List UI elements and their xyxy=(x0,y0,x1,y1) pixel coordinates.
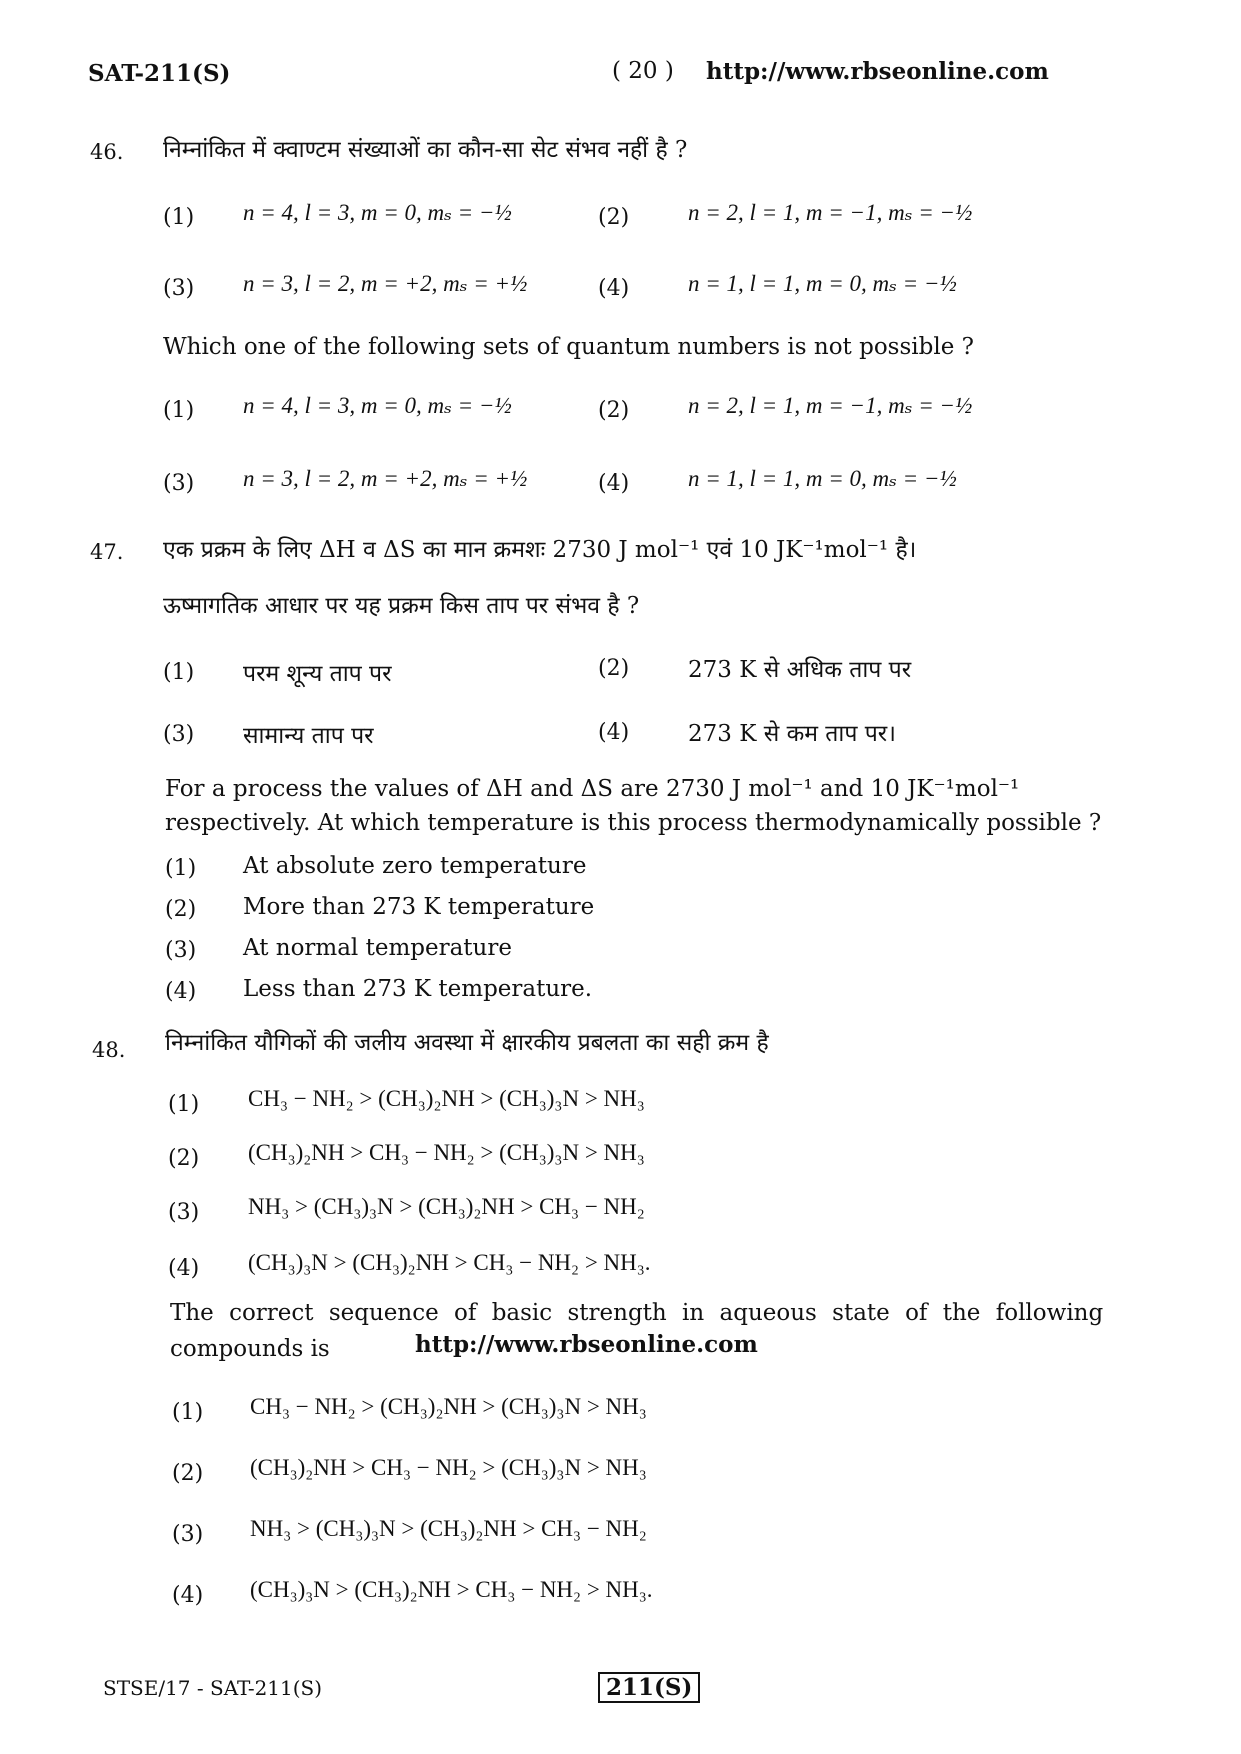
q48-english-opt4: (CH₃)₃N > (CH₃)₂NH > CH₃ − NH₂ > NH₃. xyxy=(250,1577,653,1602)
q47-english-opt3: At normal temperature xyxy=(243,935,512,961)
q47-hindi-opt2-label: (2) xyxy=(598,656,630,681)
q47-hindi-opt2: 273 K से अधिक ताप पर xyxy=(688,657,912,683)
q47-english-opt2: More than 273 K temperature xyxy=(243,894,595,920)
q48-english-opt4-label: (4) xyxy=(172,1583,204,1608)
q46-hindi-opt1-label: (1) xyxy=(163,205,195,230)
q46-hindi-opt4-label: (4) xyxy=(598,276,630,301)
q46-hindi-opt1: n = 4, l = 3, m = 0, mₛ = −½ xyxy=(243,200,512,225)
question-47-number: 47. xyxy=(90,540,124,564)
q46-english-opt3: n = 3, l = 2, m = +2, mₛ = +½ xyxy=(243,466,528,491)
q47-english-opt3-label: (3) xyxy=(165,938,197,963)
question-47-english-line1: For a process the values of ΔH and ΔS are 2730 J mol⁻¹ and 10 JK⁻¹mol⁻¹ xyxy=(165,776,1020,802)
q48-english-opt2: (CH₃)₂NH > CH₃ − NH₂ > (CH₃)₃N > NH₃ xyxy=(250,1455,647,1480)
q46-english-opt2-label: (2) xyxy=(598,398,630,423)
question-46-hindi: निम्नांकित में क्वाण्टम संख्याओं का कौन-सा सेट संभव नहीं है ? xyxy=(163,137,688,163)
question-47-hindi-line2: ऊष्मागतिक आधार पर यह प्रक्रम किस ताप पर संभव है ? xyxy=(163,593,640,619)
question-47-hindi-line1: एक प्रक्रम के लिए ΔH व ΔS का मान क्रमशः 2730 J mol⁻¹ एवं 10 JK⁻¹mol⁻¹ है। xyxy=(163,537,917,563)
q47-hindi-opt4-label: (4) xyxy=(598,720,630,745)
q46-english-opt2: n = 2, l = 1, m = −1, mₛ = −½ xyxy=(688,393,973,418)
question-46-english: Which one of the following sets of quantum numbers is not possible ? xyxy=(163,334,974,360)
q46-english-opt4: n = 1, l = 1, m = 0, mₛ = −½ xyxy=(688,466,957,491)
q47-hindi-opt3-label: (3) xyxy=(163,722,195,747)
header-page-number: ( 20 ) xyxy=(612,58,674,84)
q48-hindi-opt1: CH₃ − NH₂ > (CH₃)₂NH > (CH₃)₃N > NH₃ xyxy=(248,1086,645,1111)
q46-english-opt3-label: (3) xyxy=(163,471,195,496)
header-url: http://www.rbseonline.com xyxy=(706,58,1049,85)
question-48-number: 48. xyxy=(92,1038,126,1062)
q47-english-opt1-label: (1) xyxy=(165,856,197,881)
q48-english-opt3-label: (3) xyxy=(172,1522,204,1547)
q48-hindi-opt2: (CH₃)₂NH > CH₃ − NH₂ > (CH₃)₃N > NH₃ xyxy=(248,1140,645,1165)
q46-hindi-opt2: n = 2, l = 1, m = −1, mₛ = −½ xyxy=(688,200,973,225)
q46-hindi-opt4: n = 1, l = 1, m = 0, mₛ = −½ xyxy=(688,271,957,296)
footer-page-box: 211(S) xyxy=(598,1672,700,1703)
q46-hindi-opt3: n = 3, l = 2, m = +2, mₛ = +½ xyxy=(243,271,528,296)
question-48-english-line1: The correct sequence of basic strength in aqueous state of the following xyxy=(170,1300,1104,1326)
q47-english-opt4: Less than 273 K temperature. xyxy=(243,976,593,1002)
q48-hindi-opt3: NH₃ > (CH₃)₃N > (CH₃)₂NH > CH₃ − NH₂ xyxy=(248,1194,645,1219)
q48-hindi-opt3-label: (3) xyxy=(168,1200,200,1225)
q47-hindi-opt1: परम शून्य ताप पर xyxy=(243,661,392,687)
question-48-hindi: निम्नांकित यौगिकों की जलीय अवस्था में क्षारकीय प्रबलता का सही क्रम है xyxy=(165,1030,769,1056)
q46-english-opt4-label: (4) xyxy=(598,471,630,496)
q47-english-opt4-label: (4) xyxy=(165,979,197,1004)
q48-hindi-opt1-label: (1) xyxy=(168,1092,200,1117)
header-code: SAT-211(S) xyxy=(88,60,231,87)
q48-english-opt2-label: (2) xyxy=(172,1461,204,1486)
q47-english-opt2-label: (2) xyxy=(165,897,197,922)
q48-english-opt1-label: (1) xyxy=(172,1400,204,1425)
inline-url: http://www.rbseonline.com xyxy=(415,1331,758,1358)
q47-english-opt1: At absolute zero temperature xyxy=(243,853,587,879)
q46-english-opt1: n = 4, l = 3, m = 0, mₛ = −½ xyxy=(243,393,512,418)
q48-english-opt1: CH₃ − NH₂ > (CH₃)₂NH > (CH₃)₃N > NH₃ xyxy=(250,1394,647,1419)
q47-hindi-opt4: 273 K से कम ताप पर। xyxy=(688,721,896,747)
question-47-english-line2: respectively. At which temperature is this process thermodynamically possible ? xyxy=(165,810,1102,836)
question-46-number: 46. xyxy=(90,140,124,164)
q48-hindi-opt4: (CH₃)₃N > (CH₃)₂NH > CH₃ − NH₂ > NH₃. xyxy=(248,1250,651,1275)
q46-hindi-opt3-label: (3) xyxy=(163,276,195,301)
question-48-english-line2: compounds is xyxy=(170,1336,330,1362)
footer-code: STSE/17 - SAT-211(S) xyxy=(103,1676,323,1700)
q48-hindi-opt2-label: (2) xyxy=(168,1146,200,1171)
q47-hindi-opt1-label: (1) xyxy=(163,660,195,685)
q46-hindi-opt2-label: (2) xyxy=(598,205,630,230)
q46-english-opt1-label: (1) xyxy=(163,398,195,423)
q48-hindi-opt4-label: (4) xyxy=(168,1256,200,1281)
q48-english-opt3: NH₃ > (CH₃)₃N > (CH₃)₂NH > CH₃ − NH₂ xyxy=(250,1516,647,1541)
q47-hindi-opt3: सामान्य ताप पर xyxy=(243,723,374,749)
